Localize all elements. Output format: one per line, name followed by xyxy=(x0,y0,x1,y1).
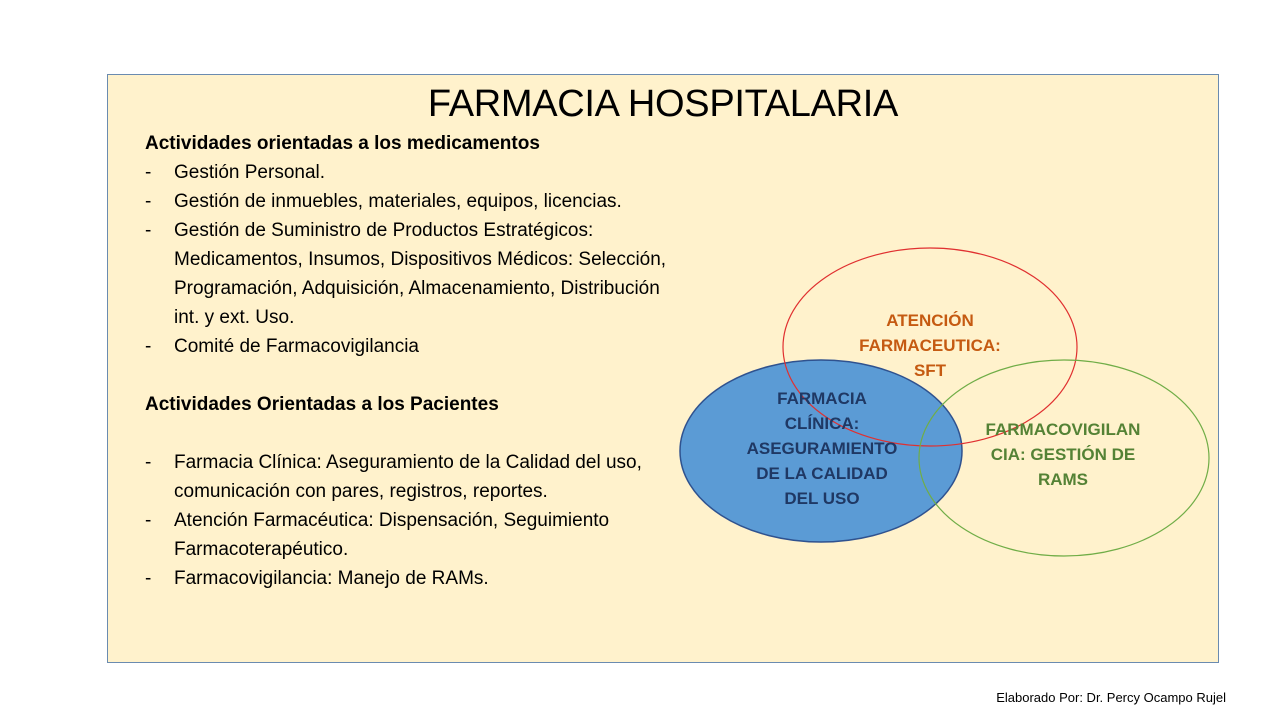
list-item-text: Gestión de Suministro de Productos Estratégicos: Medicamentos, Insumos, Dispositivos Médicos: Selección, Programación, Adquisición, Almacenamiento, Distribución int. y ext. Uso. xyxy=(174,220,667,328)
bullet-dash: - xyxy=(145,220,152,241)
label-farmacovigilancia: FARMACOVIGILAN CIA: GESTIÓN DE RAMS xyxy=(985,420,1141,489)
bullet-dash: - xyxy=(145,191,152,212)
list-item-text: Comité de Farmacovigilancia xyxy=(174,336,419,357)
label-atencion-farmaceutica: ATENCIÓN FARMACEUTICA: SFT xyxy=(859,311,1001,380)
label-farmacia-clinica: FARMACIA CLÍNICA: ASEGURAMIENTO DE LA CALIDAD DEL USO xyxy=(746,389,898,508)
bullet-dash: - xyxy=(145,510,152,531)
bullet-dash: - xyxy=(145,162,152,183)
list-item-text: Gestión Personal. xyxy=(174,162,326,183)
list-item-text: Farmacovigilancia: Manejo de RAMs. xyxy=(174,568,489,589)
list-item-text: Atención Farmacéutica: Dispensación, Seguimiento Farmacoterapéutico. xyxy=(174,510,610,560)
list-item-text: Farmacia Clínica: Aseguramiento de la Calidad del uso, comunicación con pares, registros, reportes. xyxy=(174,452,642,502)
section-heading-pacientes: Actividades Orientadas a los Pacientes xyxy=(145,394,499,415)
footer-credit: Elaborado Por: Dr. Percy Ocampo Rujel xyxy=(996,690,1226,705)
section-heading-medicamentos: Actividades orientadas a los medicamentos xyxy=(145,133,540,154)
bullet-dash: - xyxy=(145,336,152,357)
bullet-dash: - xyxy=(145,452,152,473)
slide-title: FARMACIA HOSPITALARIA xyxy=(427,83,899,125)
bullet-dash: - xyxy=(145,568,152,589)
list-item-text: Gestión de inmuebles, materiales, equipos, licencias. xyxy=(174,191,622,212)
